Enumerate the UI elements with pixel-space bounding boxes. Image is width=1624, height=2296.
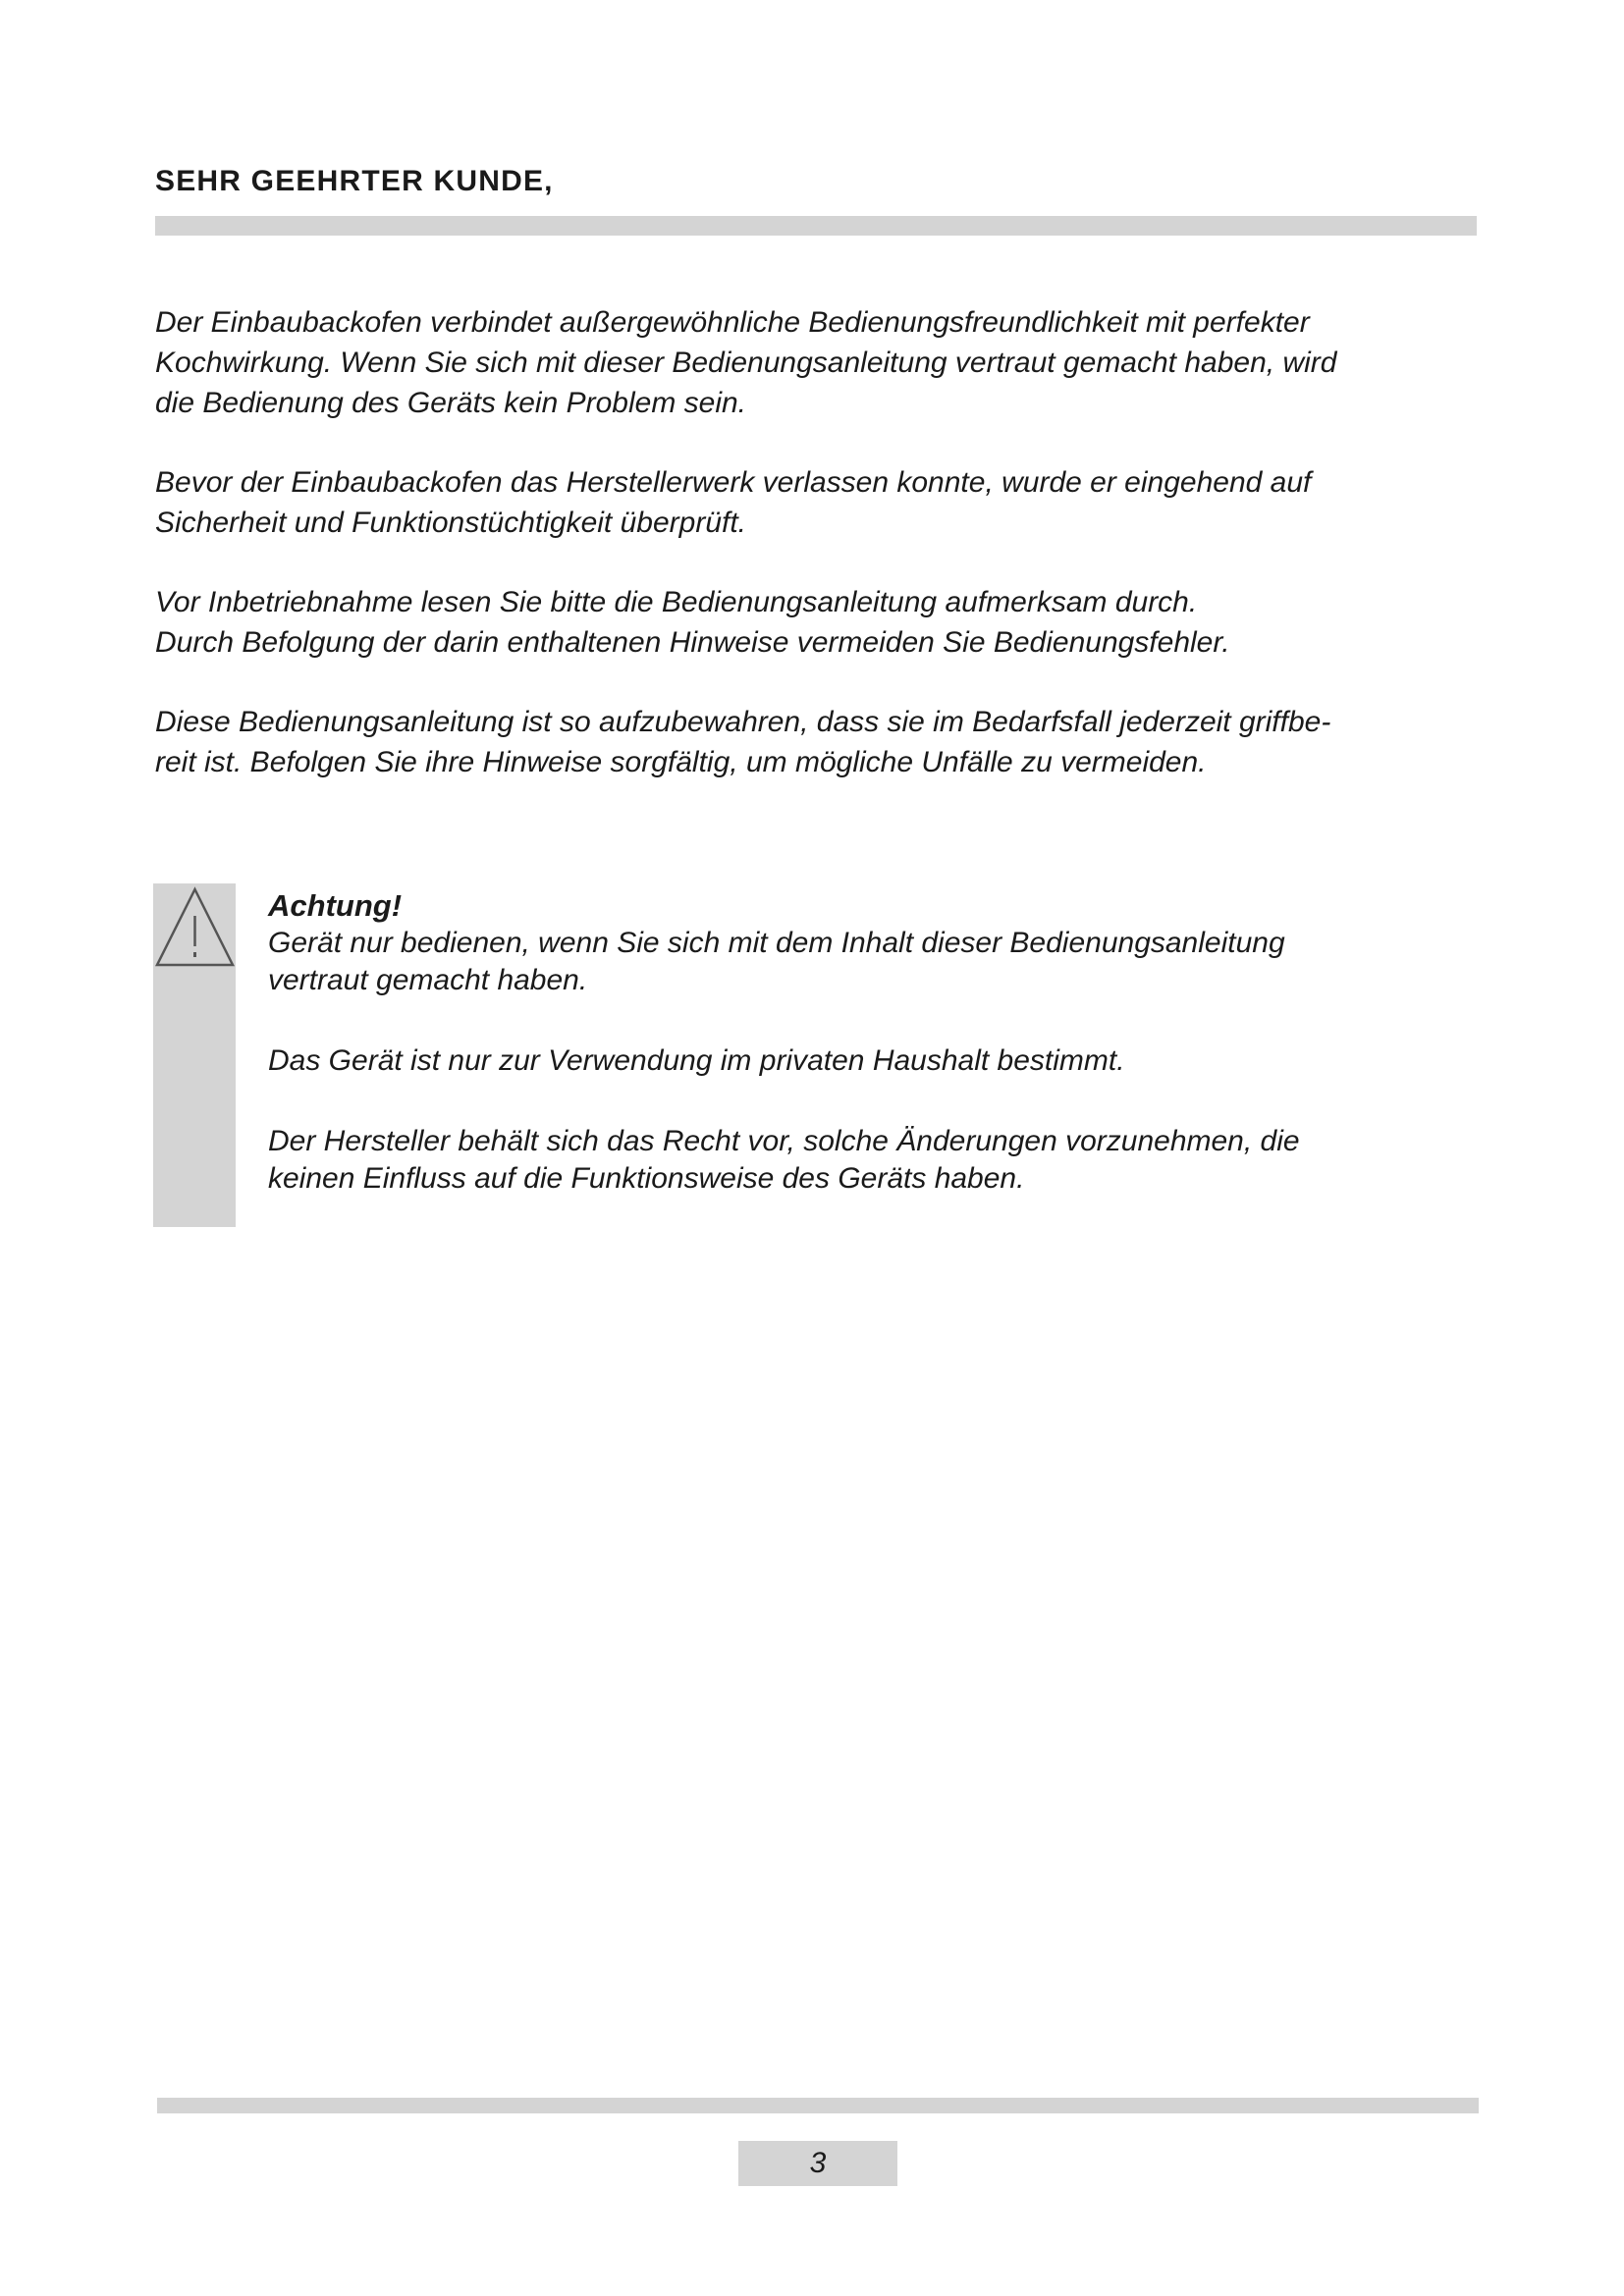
notice-paragraph: Das Gerät ist nur zur Verwendung im privaten Haushalt bestimmt.	[268, 1044, 1125, 1077]
warning-triangle-icon	[154, 883, 236, 970]
notice-paragraph: Der Hersteller behält sich das Recht vor, solche Änderungen vorzunehmen, die keinen Einfluss auf die Funktionsweise des Geräts haben.	[268, 1125, 1300, 1195]
intro-section	[155, 302, 1490, 822]
notice-content	[268, 887, 1466, 1241]
intro-paragraph: Der Einbaubackofen verbindet außergewöhnliche Bedienungsfreundlichkeit mit perfekter Kochwirkung. Wenn Sie sich mit dieser Bedienungsanleitung vertraut gemacht haben, wird die Bedienung des Geräts kein Problem sein.	[155, 306, 1337, 419]
intro-paragraph: Bevor der Einbaubackofen das Herstellerwerk verlassen konnte, wurde er eingehend auf Sicherheit und Funktionstüchtigkeit überprüft.	[155, 466, 1312, 539]
intro-paragraph: Diese Bedienungsanleitung ist so aufzubewahren, dass sie im Bedarfsfall jederzeit griffbe- reit ist. Befolgen Sie ihre Hinweise sorgfältig, um mögliche Unfälle zu vermeiden.	[155, 706, 1331, 778]
header-divider	[155, 216, 1477, 236]
notice-heading: Achtung!	[268, 888, 403, 923]
page-number: 3	[738, 2141, 897, 2186]
footer-divider	[157, 2098, 1479, 2113]
notice-paragraph: Gerät nur bedienen, wenn Sie sich mit dem Inhalt dieser Bedienungsanleitung vertraut gemacht haben.	[268, 927, 1285, 996]
intro-paragraph: Vor Inbetriebnahme lesen Sie bitte die Bedienungsanleitung aufmerksam durch. Durch Befolgung der darin enthaltenen Hinweise vermeiden Sie Bedienungsfehler.	[155, 586, 1230, 659]
page-title: SEHR GEEHRTER KUNDE,	[155, 165, 554, 197]
warning-notice	[153, 883, 1489, 1227]
